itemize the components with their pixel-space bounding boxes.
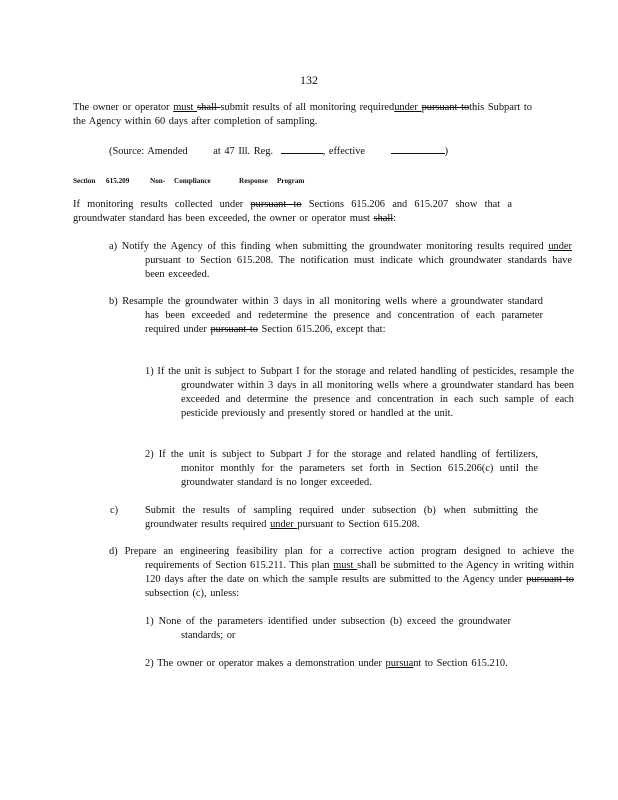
- section-title-3: Response: [239, 177, 268, 185]
- intro-paragraph: [73, 101, 532, 129]
- item-b-1-text: 1) If the unit is subject to Subpart I for the storage and related handling of pesticides, resample the groundwater within 3 days in all monitoring wells where a groundwater standard has been exceeded and determine the presence and concentration in each such sample of each pesticide previously and presently stored or handled at the unit.: [145, 366, 574, 419]
- inserted-text: must: [333, 560, 358, 571]
- intro-text: The owner or operator: [73, 102, 174, 113]
- item-d-2: [145, 657, 537, 671]
- item-b-1: [145, 365, 574, 421]
- item-d-2-text: 2) The owner or operator makes a demonstration under: [145, 658, 386, 669]
- source-effective: , effective: [322, 146, 366, 157]
- deleted-text: pursuant to: [250, 199, 302, 210]
- item-d-2-text: nt to Section 615.210.: [413, 658, 508, 669]
- item-d-text: d) Prepare an engineering feasibility plan for a corrective action program designed to achieve the requirements of Section 615.211. This plan: [109, 546, 574, 571]
- item-d-1: [145, 615, 511, 643]
- item-d-1-text: 1) None of the parameters identified under subsection (b) exceed the groundwater standards; or: [145, 616, 511, 641]
- inserted-text: must: [173, 102, 198, 113]
- section-heading: [73, 174, 373, 188]
- item-b: [109, 295, 543, 337]
- item-d-text: shall be submitted to the Agency in writing within 120 days after the date on which the sample results are submitted to the Agency under: [145, 560, 574, 585]
- lead-text: Sections 615.206 and 615.207 show that a groundwater standard has been exceeded, the owner or operator must: [73, 199, 512, 224]
- inserted-text: under: [270, 519, 298, 530]
- page-number: 132: [300, 73, 318, 87]
- inserted-text: pursua: [385, 658, 414, 669]
- item-a-text: a) Notify the Agency of this finding when submitting the groundwater monitoring results required: [109, 241, 549, 252]
- lead-text: If monitoring results collected under: [73, 199, 251, 210]
- item-b-2-text: 2) If the unit is subject to Subpart J for the storage and related handling of fertilizers, monitor monthly for the parameters set forth in Section 615.206(c) until the groundwater standard is no longer exceeded.: [145, 449, 538, 488]
- inserted-text: under: [394, 102, 422, 113]
- section-number: 615.209: [106, 177, 130, 185]
- lead-paragraph: [73, 198, 512, 226]
- item-b-text: b) Resample the groundwater within 3 days in all monitoring wells where a groundwater standard has been exceeded and redetermine the presence and concentration of each parameter required under: [109, 296, 543, 335]
- item-b-2: [145, 448, 538, 490]
- source-label: (Source: Amended: [109, 146, 188, 157]
- deleted-text: shall: [197, 102, 221, 113]
- deleted-text: shall: [373, 213, 394, 224]
- source-at: at 47 Ill. Reg.: [213, 146, 274, 157]
- section-word: Section: [73, 177, 96, 185]
- deleted-text: pursuant to: [210, 324, 258, 335]
- section-title-1: Non-: [150, 177, 166, 185]
- item-a-text: pursuant to Section 615.208. The notification must indicate which groundwater standards have been exceeded.: [145, 255, 572, 280]
- item-d-text: subsection (c), unless:: [145, 588, 240, 599]
- item-d: [109, 545, 574, 601]
- section-title-4: Program: [277, 177, 305, 185]
- item-b-text: Section 615.206, except that:: [257, 324, 386, 335]
- intro-text: submit results of all monitoring required: [220, 102, 395, 113]
- inserted-text: under: [548, 241, 572, 252]
- intro-text: this Subpart to the Agency within 60 days after completion of sampling.: [73, 102, 532, 127]
- effective-date-blank: [391, 143, 445, 154]
- item-c-text: pursuant to Section 615.208.: [297, 519, 420, 530]
- register-blank: [281, 143, 323, 154]
- section-title-2: Compliance: [174, 177, 211, 185]
- item-c: [145, 504, 538, 532]
- lead-text: :: [393, 213, 397, 224]
- item-a: [109, 240, 572, 282]
- deleted-text: pursuant to: [421, 102, 470, 113]
- source-close: ): [444, 146, 449, 157]
- item-c-text: Submit the results of sampling required under subsection (b) when submitting the groundwater results required: [145, 505, 538, 530]
- item-c-label: c): [110, 505, 119, 516]
- deleted-text: pursuant to: [526, 574, 575, 585]
- source-note: [109, 143, 509, 159]
